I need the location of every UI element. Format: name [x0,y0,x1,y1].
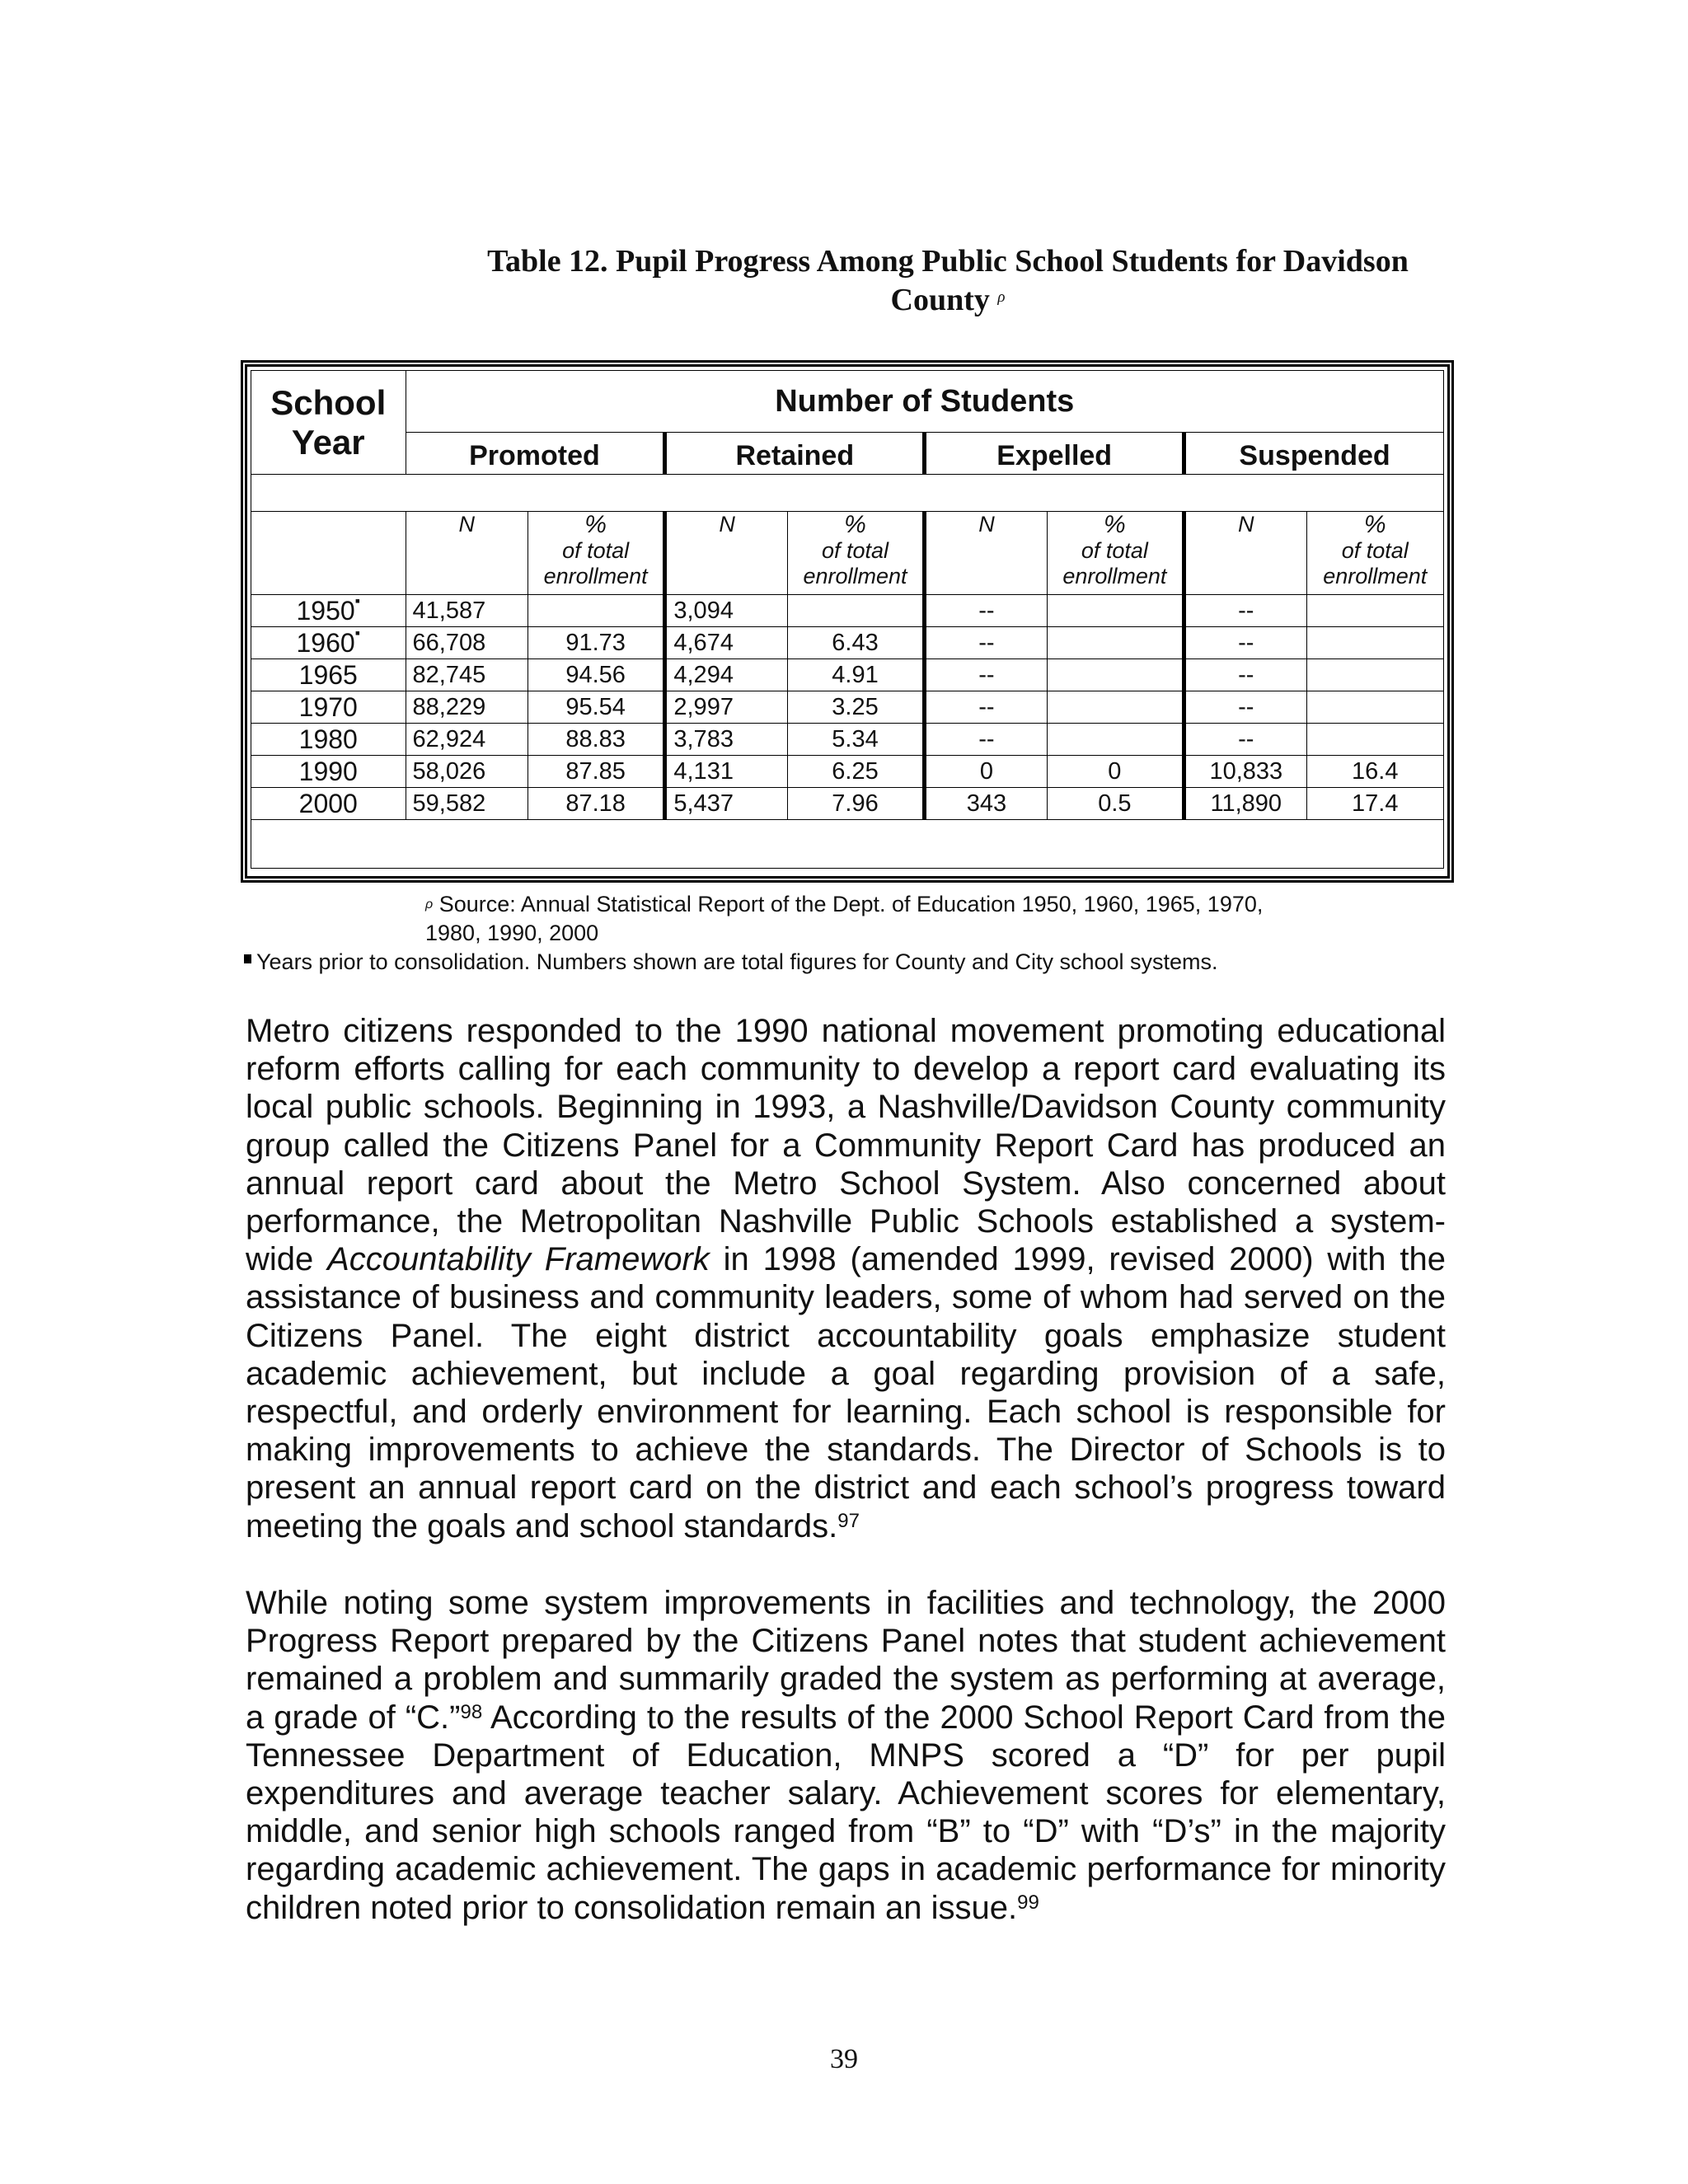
promoted-pct-cell [528,595,664,627]
suspended-n-cell: -- [1184,659,1306,691]
suspended-pct-cell [1306,724,1444,756]
year-cell: 1950▪ [251,595,406,627]
data-row [251,659,1444,691]
suspended-pct-cell [1306,627,1444,659]
subheader-n: N [406,512,528,595]
promoted-n-cell: 62,924 [406,724,528,756]
accountability-framework-title: Accountability Framework [327,1241,710,1278]
data-row [251,595,1444,627]
paragraph-report-card: Metro citizens responded to the 1990 national movement promoting educational reform efforts calling for each community to develop a report card evaluating its local public schools. Beginning in 1993, a Nashville/Davidson County community group called the Citizens Panel for a Community Report Card has produced an annual report card about the Metro School System. Also concerned about performance, the Metropolitan Nashville Public Schools established a system-wide Accountability Framework in 1998 (amended 1999, revised 2000) with the assistance of business and community leaders, some of whom had served on the Citizens Panel. The eight district accountability goals emphasize student academic achievement, but include a goal regarding provision of a safe, respectful, and orderly environment for learning. Each school is responsible for making improvements to achieve the standards. The Director of Schools is to present an annual report card on the district and each school’s progress toward meeting the goals and school standards.$^{97}$ [246,1013,1446,1544]
retained-n-cell: 3,783 [665,724,787,756]
blank-footer-row [251,820,1444,869]
number-of-students-header: Number of Students [406,371,1443,433]
retained-n-cell: 4,294 [665,659,787,691]
subheader-empty [251,512,406,595]
promoted-n-cell: 41,587 [406,595,528,627]
expelled-pct-cell [1047,691,1184,724]
promoted-pct-cell: 94.56 [528,659,664,691]
school-year-header: School Year [251,371,406,475]
subheader-n: N [1184,512,1306,595]
retained-pct-cell: 6.43 [787,627,924,659]
caption-source-mark: ρ [997,288,1006,306]
promoted-n-cell: 66,708 [406,627,528,659]
expelled-pct-cell: 0.5 [1047,788,1184,820]
subheader-pct: % of total enrollment [528,512,664,595]
consolidation-note [244,948,1480,976]
table-caption [445,242,1451,320]
paragraph-progress-report: While noting some system improvements in facilities and technology, the 2000 Progress Report prepared by the Citizens Panel notes that student achievement remained a problem and summarily graded the system as performing at average, a grade of “C.”$^{98}$ According to the results of the 2000 School Report Card from the Tennessee Department of Education, MNPS scored a “D” for per pupil expenditures and average teacher salary. Achievement scores for elementary, middle, and senior high schools ranged from “B” to “D” with “D’s” in the majority regarding academic achievement. The gaps in academic performance for minority children noted prior to consolidation remain an issue.$^{99}$ [246,1585,1447,1926]
year-cell: 1980 [251,724,406,756]
suspended-pct-cell [1306,595,1444,627]
expelled-n-cell: 343 [925,788,1047,820]
data-row [251,756,1444,788]
expelled-pct-cell [1047,659,1184,691]
consolidation-note-text: Years prior to consolidation. Numbers shown are total figures for County and City school systems. [256,949,1218,974]
promoted-pct-cell: 91.73 [528,627,664,659]
source-mark: ρ [425,898,434,912]
suspended-pct-cell [1306,659,1444,691]
square-bullet-icon [244,954,251,963]
group-header-retained: Retained [665,433,925,475]
expelled-pct-cell [1047,627,1184,659]
retained-pct-cell: 3.25 [787,691,924,724]
expelled-n-cell: -- [925,627,1047,659]
expelled-n-cell: -- [925,691,1047,724]
subheader-pct: % of total enrollment [787,512,924,595]
retained-n-cell: 3,094 [665,595,787,627]
subheader-row [251,512,1444,595]
group-header-promoted: Promoted [406,433,665,475]
caption-text: Table 12. Pupil Progress Among Public School Students for Davidson County [487,244,1409,317]
suspended-n-cell: 10,833 [1184,756,1306,788]
footnote-ref: 97 [837,1509,860,1532]
pupil-progress-table [241,360,1454,883]
source-line-1: Source: Annual Statistical Report of the Dept. of Education 1950, 1960, 1965, 1970, [438,892,1264,916]
year-cell: 1990 [251,756,406,788]
subheader-pct: % of total enrollment [1047,512,1184,595]
expelled-n-cell: -- [925,595,1047,627]
expelled-n-cell: -- [925,659,1047,691]
retained-pct-cell: 6.25 [787,756,924,788]
suspended-n-cell: -- [1184,627,1306,659]
suspended-n-cell: -- [1184,691,1306,724]
promoted-n-cell: 82,745 [406,659,528,691]
data-row [251,724,1444,756]
source-line-2: 1980, 1990, 2000 [425,921,599,945]
suspended-pct-cell: 17.4 [1306,788,1444,820]
promoted-pct-cell: 88.83 [528,724,664,756]
retained-n-cell: 2,997 [665,691,787,724]
promoted-pct-cell: 87.85 [528,756,664,788]
expelled-pct-cell [1047,595,1184,627]
retained-pct-cell: 5.34 [787,724,924,756]
suspended-n-cell: -- [1184,724,1306,756]
retained-pct-cell [787,595,924,627]
promoted-pct-cell: 95.54 [528,691,664,724]
year-cell: 2000 [251,788,406,820]
year-cell: 1960▪ [251,627,406,659]
suspended-n-cell: -- [1184,595,1306,627]
retained-pct-cell: 7.96 [787,788,924,820]
promoted-n-cell: 88,229 [406,691,528,724]
subheader-n: N [925,512,1047,595]
subheader-pct: % of total enrollment [1306,512,1444,595]
group-header-suspended: Suspended [1184,433,1444,475]
group-header-expelled: Expelled [925,433,1184,475]
retained-n-cell: 5,437 [665,788,787,820]
subheader-n: N [665,512,787,595]
footnote-ref: 98 [460,1700,483,1723]
data-row [251,627,1444,659]
promoted-pct-cell: 87.18 [528,788,664,820]
table-grid [251,370,1444,869]
retained-n-cell: 4,131 [665,756,787,788]
data-row [251,788,1444,820]
retained-n-cell: 4,674 [665,627,787,659]
source-note [425,890,1447,948]
expelled-n-cell: 0 [925,756,1047,788]
promoted-n-cell: 58,026 [406,756,528,788]
expelled-pct-cell [1047,724,1184,756]
expelled-n-cell: -- [925,724,1047,756]
suspended-pct-cell: 16.4 [1306,756,1444,788]
expelled-pct-cell: 0 [1047,756,1184,788]
promoted-n-cell: 59,582 [406,788,528,820]
data-row [251,691,1444,724]
suspended-n-cell: 11,890 [1184,788,1306,820]
blank-spacer-row [251,475,1444,512]
suspended-pct-cell [1306,691,1444,724]
year-cell: 1970 [251,691,406,724]
retained-pct-cell: 4.91 [787,659,924,691]
footnote-ref: 99 [1017,1891,1039,1914]
year-cell: 1965 [251,659,406,691]
page-number: 39 [830,2044,858,2074]
